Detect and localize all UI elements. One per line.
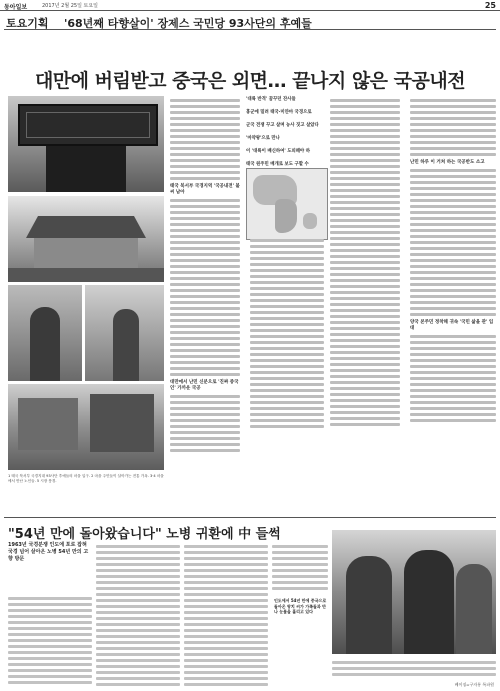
subhead: 태국 북서부 국경지역 '국공내전' 불씨 남아 bbox=[170, 184, 240, 195]
masthead-bar bbox=[0, 0, 500, 11]
subhead: 대만에서 난민 신분으로 '진짜 중국인' 가까운 국공 bbox=[170, 380, 239, 391]
gate-photo bbox=[8, 96, 164, 192]
market-photo bbox=[8, 384, 164, 470]
pull-quote: 군국 전쟁 꾸고 살며 농사 짓고 살았다 bbox=[246, 123, 319, 128]
bottom-column-1 bbox=[8, 594, 92, 687]
article-column-3 bbox=[330, 96, 400, 429]
village-photo bbox=[8, 196, 164, 282]
photo-caption-2: 인도에서 54년 만에 중국으로 돌아온 왕치 씨가 가족들과 만나 눈물을 흘리고 있다 bbox=[274, 598, 327, 615]
subhead: 양국 본주민 정착해 귀속 '국민 삶을 관' 입대 bbox=[410, 320, 494, 331]
bottom-column-4 bbox=[272, 542, 328, 593]
main-headline: 대만에 버림받고 중국은 외면… 끝나지 않은 국공내전 bbox=[34, 70, 466, 92]
pull-quote: 이 '대륙이 배신하여' 도피해야 하 bbox=[246, 149, 310, 154]
region-map bbox=[246, 168, 328, 240]
article-column-4 bbox=[410, 96, 496, 425]
reunion-photo bbox=[332, 530, 496, 654]
subhead: 난민 하루 이 거쳐 하는 국공반도 소고 bbox=[410, 160, 485, 165]
elder-photo-1 bbox=[8, 285, 82, 381]
lead-paragraph: 1963년 국경분쟁 인도에 포로 잡혀 국경 넘어 살아온 노병 54년 만의 고향 방문 bbox=[8, 542, 89, 562]
section-header bbox=[4, 13, 496, 30]
section-title: '68년째 타향살이' 장제스 국민당 93사단의 후예들 bbox=[64, 17, 312, 30]
elder-photo-2 bbox=[85, 285, 164, 381]
article-column-1 bbox=[170, 96, 240, 455]
bottom-column-3 bbox=[184, 542, 268, 689]
pull-quote: '마약왕'으로 만나 bbox=[246, 136, 280, 141]
bottom-column-5 bbox=[332, 658, 496, 679]
section-tag: 토요기획 bbox=[6, 17, 49, 30]
section-divider bbox=[4, 517, 496, 518]
byline: 베이징=구자룡 특파원 bbox=[454, 682, 494, 687]
photo-caption: 1 태국 북서부 국경지대 93사단 후예들의 마을 입구. 2 마을 주민들이 살아가는 전통 가옥. 3·4 마을에서 만난 노인들. 5 시장 풍경. bbox=[8, 474, 164, 483]
article-column-2 bbox=[250, 236, 324, 431]
bottom-column-2 bbox=[96, 542, 180, 689]
masthead-date: 2017년 2월 25일 토요일 bbox=[42, 3, 99, 9]
pull-quote: 홍군에 밀려 태국·미얀마 국경으로 bbox=[246, 110, 312, 115]
pull-quote: 태국 원주민 매개로 보도 구할 수 bbox=[246, 162, 309, 167]
masthead-name: 동아일보 bbox=[4, 4, 28, 11]
page-number: 25 bbox=[484, 1, 496, 10]
pull-quote: '대륙 반격' 꿈꾸던 잔사들 bbox=[246, 97, 296, 102]
secondary-headline: "54년 만에 돌아왔습니다" 노병 귀환에 中 들썩 bbox=[8, 527, 281, 542]
